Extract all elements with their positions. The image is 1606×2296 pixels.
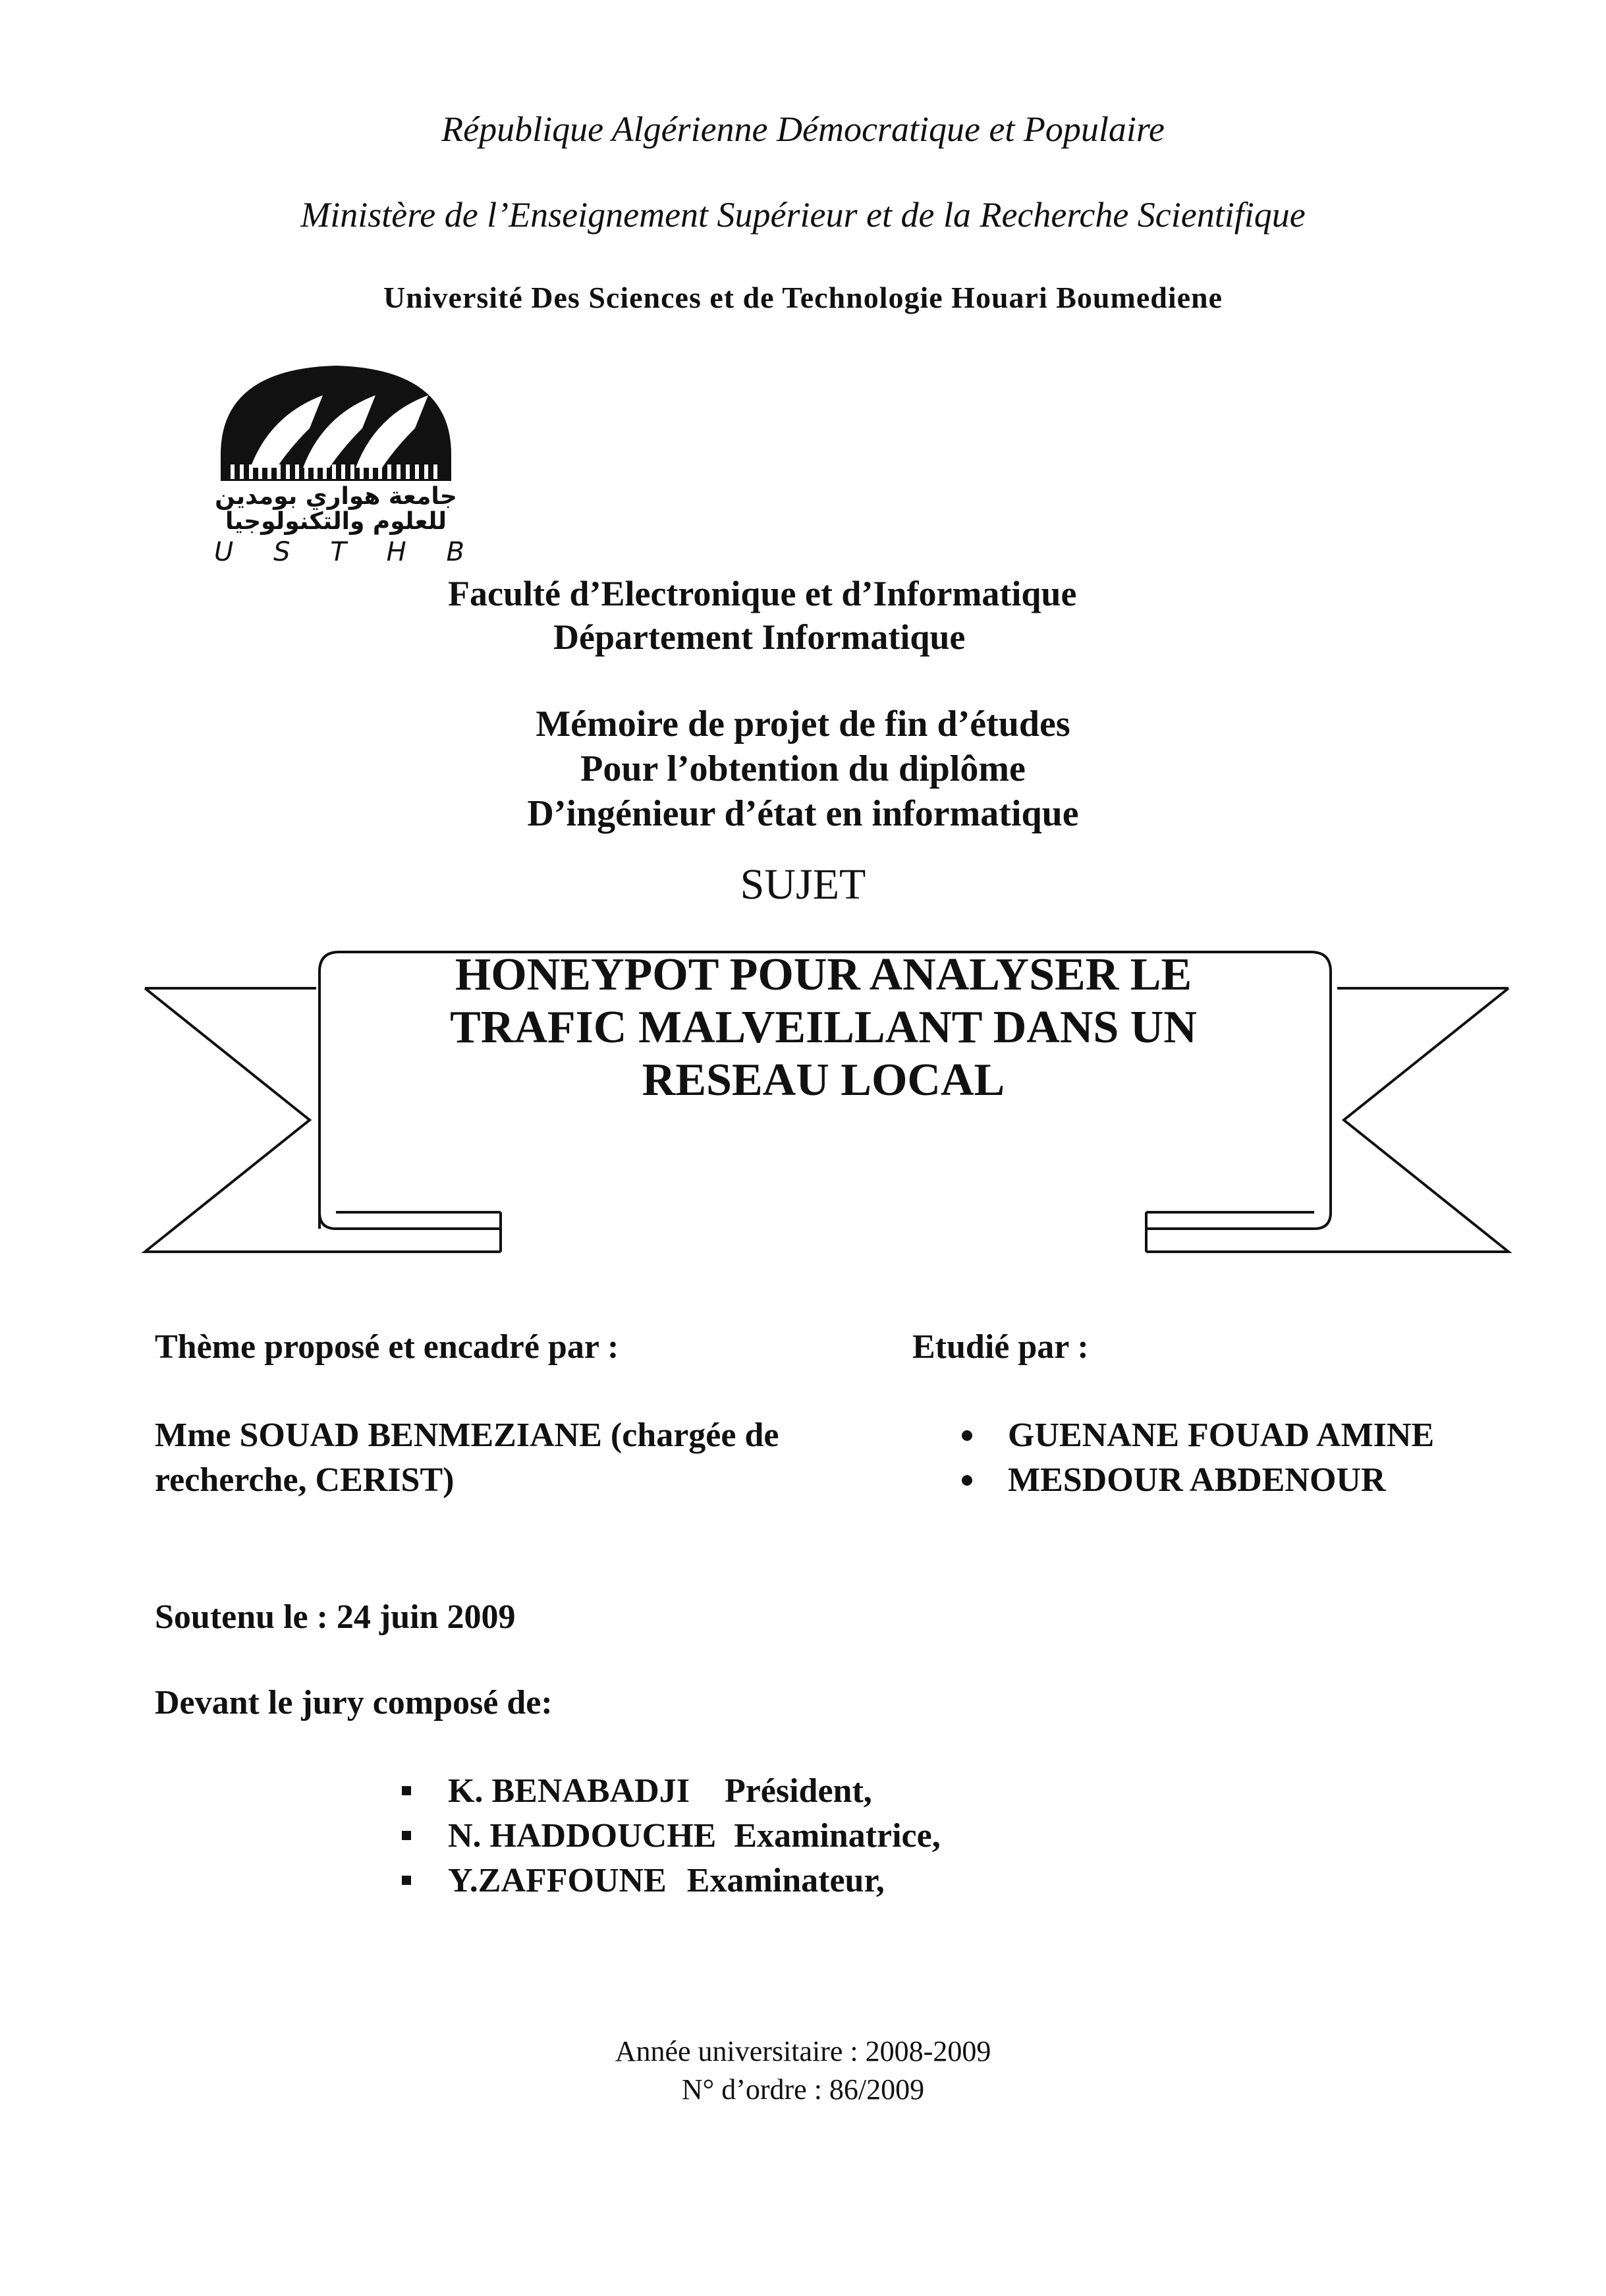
jury-member-name: K. BENABADJI <box>448 1772 690 1810</box>
list-item <box>962 1413 1434 1458</box>
department-name: Département Informatique <box>553 617 966 657</box>
list-item <box>402 1814 941 1859</box>
logo-emblem <box>211 356 461 488</box>
supervisor-line1: Mme SOUAD BENMEZIANE (chargée de <box>155 1416 779 1454</box>
logo-arabic-line1: جامعة هواري بومدين <box>215 483 457 510</box>
logo-letter: B <box>446 537 464 567</box>
faculty-block <box>448 572 1370 659</box>
bullet-icon <box>962 1475 972 1486</box>
memoire-block <box>0 702 1606 836</box>
footer <box>0 2032 1606 2109</box>
memoire-line2: Pour l’obtention du diplôme <box>580 748 1026 789</box>
faculty-name: Faculté d’Electronique et d’Informatique <box>448 574 1077 613</box>
students-label: Etudié par : <box>912 1328 1089 1366</box>
memoire-line3: D’ingénieur d’état en informatique <box>527 793 1079 834</box>
logo-letter: S <box>273 537 291 567</box>
jury-member-role: Examinateur, <box>686 1862 885 1899</box>
list-item <box>962 1458 1434 1503</box>
thesis-title <box>329 949 1317 1107</box>
bullet-icon <box>402 1786 411 1795</box>
republic-line: République Algérienne Démocratique et Populaire <box>441 109 1165 149</box>
supervisor-line2: recherche, CERIST) <box>155 1461 455 1499</box>
logo-letters <box>214 537 464 567</box>
jury-member-name: Y.ZAFFOUNE <box>448 1862 667 1899</box>
jury-member-name: N. HADDOUCHE <box>448 1817 717 1855</box>
logo-arabic-text <box>211 484 461 534</box>
bullet-icon <box>962 1430 972 1441</box>
subject-label: SUJET <box>740 860 866 909</box>
jury-list <box>402 1769 941 1903</box>
title-line3: RESEAU LOCAL <box>642 1055 1005 1106</box>
logo-letter: T <box>330 537 346 567</box>
defense-date: Soutenu le : 24 juin 2009 <box>155 1598 516 1636</box>
ministry-line: Ministère de l’Enseignement Supérieur et de la Recherche Scientifique <box>300 195 1306 235</box>
bullet-icon <box>402 1831 411 1840</box>
logo-letter: U <box>214 537 234 567</box>
jury-member-role: Examinatrice, <box>734 1817 941 1855</box>
students-list <box>962 1413 1434 1503</box>
bullet-icon <box>402 1876 411 1885</box>
university-line: Université Des Sciences et de Technologie Houari Boumediene <box>383 281 1223 314</box>
list-item <box>402 1769 941 1814</box>
jury-member-role: Président, <box>724 1772 872 1810</box>
academic-year: Année universitaire : 2008-2009 <box>615 2035 991 2067</box>
supervisor-name <box>155 1413 879 1503</box>
logo-arabic-line2: للعلوم والتكنولوجيا <box>225 508 447 535</box>
order-number: N° d’ordre : 86/2009 <box>681 2073 925 2106</box>
jury-label: Devant le jury composé de: <box>155 1684 553 1722</box>
supervisor-label: Thème proposé et encadré par : <box>155 1328 619 1366</box>
logo-letter: H <box>386 537 406 567</box>
student-name: MESDOUR ABDENOUR <box>1008 1461 1386 1499</box>
student-name: GUENANE FOUAD AMINE <box>1008 1416 1435 1454</box>
title-line2: TRAFIC MALVEILLANT DANS UN <box>450 1002 1197 1053</box>
title-line1: HONEYPOT POUR ANALYSER LE <box>455 949 1192 1000</box>
memoire-line1: Mémoire de projet de fin d’études <box>536 704 1070 744</box>
list-item <box>402 1859 941 1903</box>
